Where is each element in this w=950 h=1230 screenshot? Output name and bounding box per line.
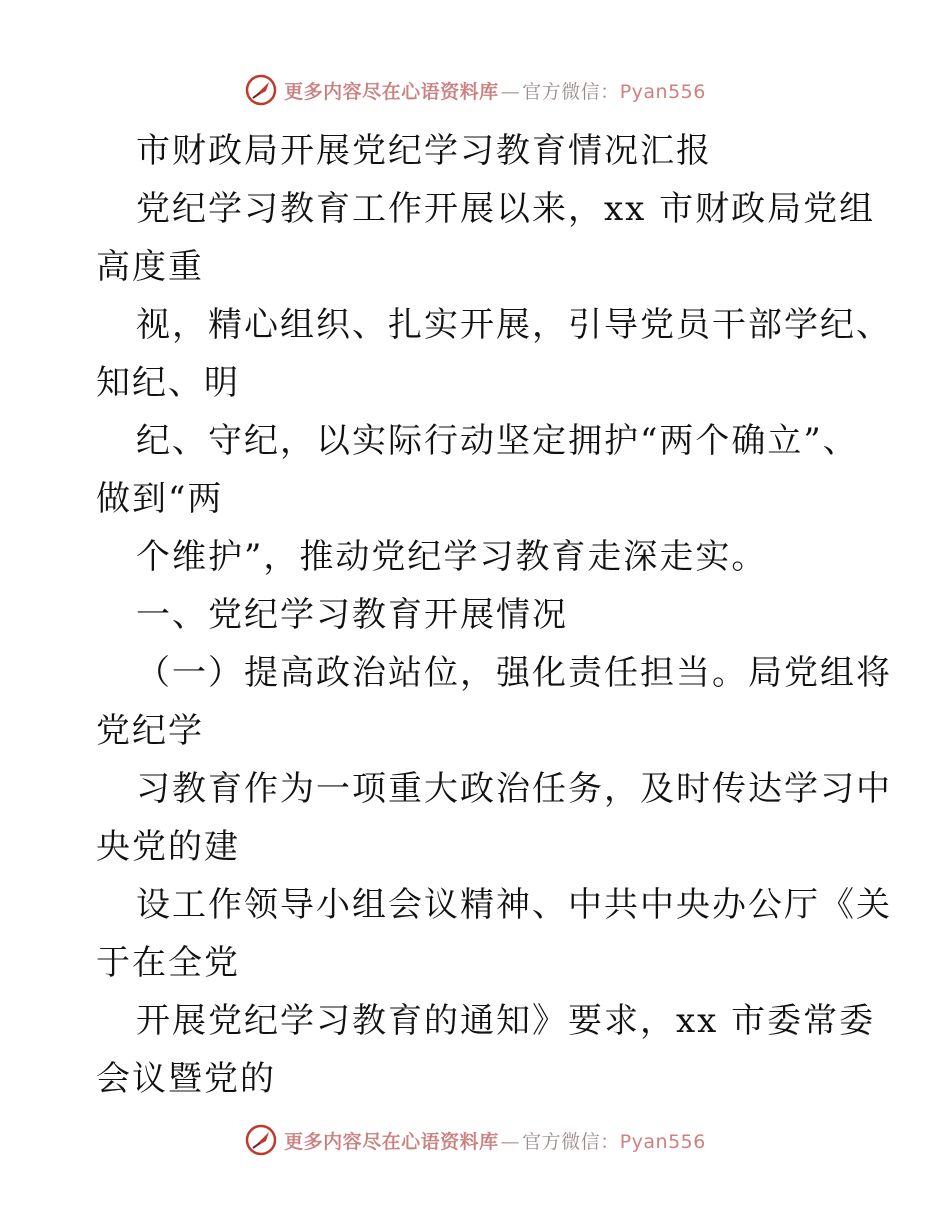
banner-dash: —: [500, 80, 521, 103]
document-line: 党纪学习教育工作开展以来，xx 市财政局党组: [136, 189, 876, 229]
banner-wechat-id: Pyan556: [619, 1130, 706, 1153]
header-watermark-banner: [0, 70, 950, 110]
document-line: 设工作领导小组会议精神、中共中央办公厅《关: [136, 885, 892, 925]
footer-watermark-banner: [0, 1120, 950, 1160]
document-line: 习教育作为一项重大政治任务，及时传达学习中: [136, 769, 892, 809]
banner-dash: —: [500, 1130, 521, 1153]
document-line: 于在全党: [96, 943, 240, 983]
document-line: 央党的建: [96, 827, 240, 867]
document-line: 高度重: [96, 247, 204, 287]
document-line: 市财政局开展党纪学习教育情况汇报: [136, 131, 712, 171]
document-line: 个维护”，推动党纪学习教育走深走实。: [136, 537, 768, 577]
banner-wechat-label: 官方微信：: [522, 1130, 620, 1153]
document-body: [96, 122, 892, 1108]
banner-wechat-label: 官方微信：: [522, 80, 620, 103]
document-line: 会议暨党的: [96, 1059, 276, 1099]
banner-slogan: 更多内容尽在心语资料库: [284, 80, 499, 103]
document-line: （一）提高政治站位，强化责任担当。局党组将: [136, 653, 892, 693]
document-line: 视，精心组织、扎实开展，引导党员干部学纪、: [136, 305, 892, 345]
document-line: 纪、守纪，以实际行动坚定拥护“两个确立”、: [136, 421, 859, 461]
banner-slogan: 更多内容尽在心语资料库: [284, 1130, 499, 1153]
document-line: 党纪学: [96, 711, 204, 751]
banner-wechat-id: Pyan556: [619, 80, 706, 103]
document-line: 一、党纪学习教育开展情况: [136, 595, 568, 635]
document-line: 做到“两: [96, 479, 224, 519]
quill-circle-logo-icon: [244, 73, 278, 107]
document-line: 知纪、明: [96, 363, 240, 403]
quill-circle-logo-icon: [244, 1123, 278, 1157]
document-line: 开展党纪学习教育的通知》要求，xx 市委常委: [136, 1001, 876, 1041]
